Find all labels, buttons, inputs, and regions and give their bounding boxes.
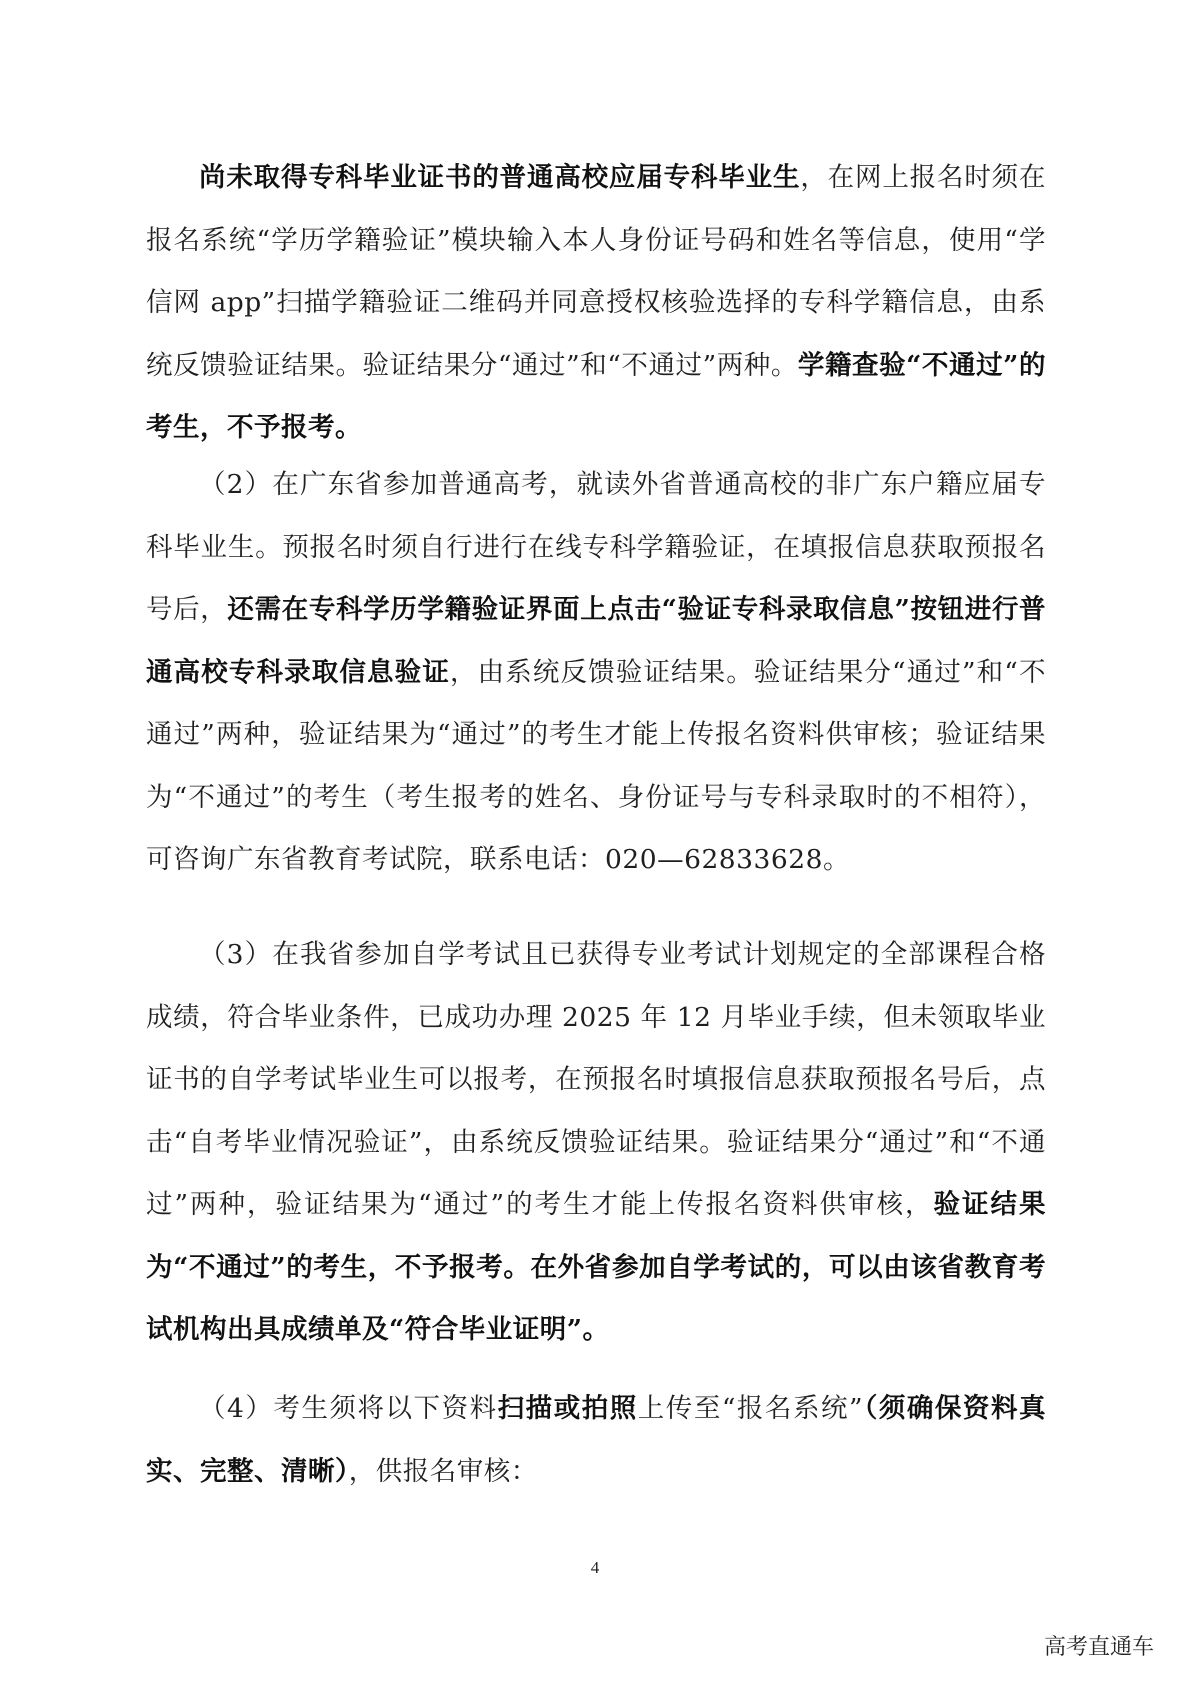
text-segment: 验证结果为“不通过”的考生，不予报考。在外省参加自学考试的，可以由该省教育考试机构出具成绩单及“符合毕业证明”。 (146, 1189, 1047, 1345)
text-segment: （3）在我省参加自学考试且已获得专业考试计划规定的全部课程合格成绩，符合毕业条件，已成功办理 2025 年 12 月毕业手续，但未领取毕业证书的自学考试毕业生可以报考，在预报名时填报信息获取预报名号后，点击“自考毕业情况验证”，由系统反馈验证结果。验证结果分“通过”和“不通过”两种，验证结果为“通过”的考生才能上传报名资料供审核， (146, 939, 1046, 1220)
page-number: 4 (590, 1558, 600, 1577)
paragraph-self-study-verification (146, 924, 1046, 1362)
text-segment: （2）在广东省参加普通高考，就读外省普通高校的非广东户籍应届专科毕业生。预报名时须自行进行在线专科学籍验证，在填报信息获取预报名号后， (146, 469, 1046, 625)
text-segment: 还需在专科学历学籍验证界面上点击“验证专科录取信息”按钮进行普通高校专科录取信息验证 (146, 594, 1046, 688)
text-segment: 上传至“报名系统” (637, 1393, 864, 1424)
text-segment: ，由系统反馈验证结果。验证结果分“通过”和“不通过”两种，验证结果为“通过”的考生才能上传报名资料供审核；验证结果为“不通过”的考生（考生报考的姓名、身份证号与专科录取时的不相符），可咨询广东省教育考试院，联系电话：020—62833628。 (146, 656, 1046, 875)
text-segment: 尚未取得专科毕业证书的普通高校应届专科毕业生 (199, 162, 801, 193)
text-segment: ，供报名审核： (348, 1455, 538, 1487)
text-segment: 学籍查验“不通过”的考生，不予报考。 (146, 349, 1046, 443)
paragraph-undergraduate-verification (146, 147, 1046, 460)
paragraph-out-of-province-verification (146, 454, 1046, 892)
paragraph-upload-materials (146, 1378, 1046, 1503)
text-segment: （4）考生须将以下资料 (199, 1393, 498, 1424)
text-segment: ，在网上报名时须在报名系统“学历学籍验证”模块输入本人身份证号码和姓名等信息，使用“学信网 app”扫描学籍验证二维码并同意授权核验选择的专科学籍信息，由系统反馈验证结果。验证结果分“通过”和“不通过”两种。 (146, 162, 1047, 381)
text-segment: （须确保资料真实、完整、清晰） (146, 1393, 1046, 1487)
text-segment: 扫描或拍照 (497, 1393, 638, 1424)
watermark-label: 高考直通车 (1043, 1635, 1154, 1660)
